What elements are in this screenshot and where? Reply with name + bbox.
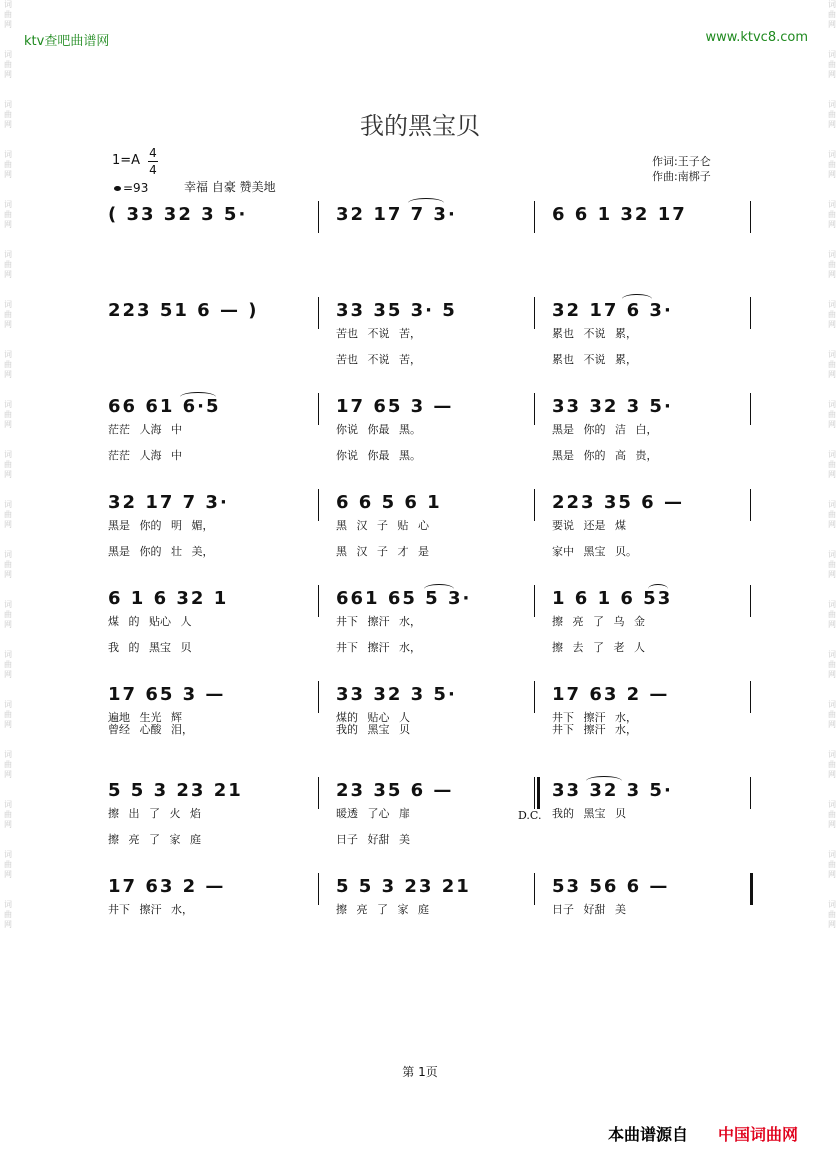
watermark-char: 词	[4, 200, 12, 209]
watermark-char: 词	[828, 100, 836, 109]
lyric-verse-2: 家中 黑宝 贝。	[552, 545, 637, 558]
watermark-char: 网	[828, 620, 836, 629]
lyric-verse-2: 曾经 心酸 泪，	[108, 723, 193, 736]
watermark-char: 曲	[828, 360, 836, 369]
watermark-gap	[0, 880, 16, 900]
bar-line	[534, 681, 535, 713]
quarter-note-icon	[114, 186, 121, 191]
watermark-char: 词	[4, 350, 12, 359]
watermark-gap	[824, 230, 840, 250]
measure-notes: 32 17 6 3·	[552, 300, 673, 321]
slur-mark	[586, 776, 622, 786]
watermark-char: 词	[4, 850, 12, 859]
watermark-char: 词	[828, 600, 836, 609]
watermark-gap	[824, 380, 840, 400]
watermark-gap	[824, 630, 840, 650]
time-signature	[148, 145, 158, 178]
watermark-char: 词	[828, 700, 836, 709]
watermark-char: 曲	[828, 560, 836, 569]
measure-notes: 32 17 7 3·	[108, 492, 229, 513]
watermark-char: 网	[828, 720, 836, 729]
watermark-gap	[824, 180, 840, 200]
watermark-char: 网	[828, 820, 836, 829]
measure-notes: 17 63 2 —	[108, 876, 226, 897]
site-name-left[interactable]: ktv查吧曲谱网	[24, 34, 110, 49]
watermark-char: 词	[828, 650, 836, 659]
watermark-gap	[824, 480, 840, 500]
watermark-char: 词	[828, 800, 836, 809]
lyric-verse-2: 累也 不说 累，	[552, 353, 637, 366]
measure-notes: 223 51 6 — )	[108, 300, 259, 321]
watermark-char: 曲	[828, 910, 836, 919]
watermark-char: 网	[4, 620, 12, 629]
da-capo-marking: D.C.	[518, 809, 542, 822]
watermark-char: 词	[828, 400, 836, 409]
lyric-verse-1: 黑 汉 子 贴 心	[336, 519, 429, 532]
lyric-verse-1: 黑是 你的 明 媚，	[108, 519, 214, 532]
watermark-char: 曲	[828, 310, 836, 319]
watermark-char: 曲	[4, 710, 12, 719]
watermark-char: 网	[4, 270, 12, 279]
watermark-char: 网	[828, 170, 836, 179]
bar-line	[750, 201, 751, 233]
lyric-verse-2: 擦 去 了 老 人	[552, 641, 645, 654]
lyric-verse-1: 苦也 不说 苦，	[336, 327, 421, 340]
watermark-gap	[0, 380, 16, 400]
watermark-char: 词	[828, 50, 836, 59]
watermark-char: 网	[828, 270, 836, 279]
source-site-link[interactable]: 中国词曲网	[718, 1125, 799, 1144]
lyric-verse-1: 煤的 贴心 人	[336, 711, 410, 724]
watermark-char: 网	[828, 470, 836, 479]
watermark-char: 网	[4, 370, 12, 379]
slur-mark	[408, 198, 444, 208]
lyric-verse-2: 擦 亮 了 家 庭	[108, 833, 201, 846]
lyric-verse-1: 井下 擦汗 水，	[336, 615, 421, 628]
watermark-char: 曲	[4, 560, 12, 569]
watermark-gap	[0, 830, 16, 850]
site-url-right[interactable]: www.ktvc8.com	[705, 30, 808, 45]
watermark-left-strip	[0, 0, 16, 1169]
watermark-char: 曲	[4, 910, 12, 919]
measure-notes: 661 65 5 3·	[336, 588, 472, 609]
measure-notes: 17 65 3 —	[336, 396, 454, 417]
measure-notes: 6 6 5 6 1	[336, 492, 442, 513]
measure-notes: 23 35 6 —	[336, 780, 454, 801]
watermark-char: 网	[4, 570, 12, 579]
lyric-verse-2: 黑是 你的 高 贵，	[552, 449, 658, 462]
bar-line	[750, 873, 753, 905]
lyric-verse-2: 茫茫 人海 中	[108, 449, 182, 462]
watermark-char: 网	[4, 670, 12, 679]
watermark-gap	[824, 580, 840, 600]
measure-notes: 223 35 6 —	[552, 492, 684, 513]
watermark-char: 网	[828, 320, 836, 329]
watermark-gap	[824, 80, 840, 100]
watermark-char: 曲	[4, 110, 12, 119]
lyric-verse-1: 擦 亮 了 乌 金	[552, 615, 645, 628]
watermark-char: 曲	[4, 610, 12, 619]
watermark-char: 曲	[828, 260, 836, 269]
lyric-verse-1: 你说 你最 黑。	[336, 423, 421, 436]
watermark-char: 网	[828, 420, 836, 429]
watermark-char: 曲	[828, 410, 836, 419]
watermark-gap	[0, 930, 16, 950]
lyric-verse-1: 累也 不说 累，	[552, 327, 637, 340]
bar-line	[318, 681, 319, 713]
watermark-gap	[824, 880, 840, 900]
measure-notes: 33 32 3 5·	[552, 396, 673, 417]
watermark-gap	[0, 330, 16, 350]
watermark-char: 曲	[4, 360, 12, 369]
watermark-char: 词	[4, 100, 12, 109]
watermark-gap	[824, 730, 840, 750]
measure-notes: 5 5 3 23 21	[108, 780, 243, 801]
measure-notes: 1 6 1 6 53	[552, 588, 673, 609]
watermark-char: 曲	[828, 610, 836, 619]
bar-line	[318, 585, 319, 617]
lyric-verse-1: 井下 擦汗 水，	[108, 903, 193, 916]
watermark-char: 网	[4, 920, 12, 929]
lyric-verse-2: 井下 擦汗 水，	[552, 723, 637, 736]
watermark-char: 词	[4, 750, 12, 759]
watermark-char: 曲	[4, 210, 12, 219]
watermark-char: 词	[828, 750, 836, 759]
bar-line	[534, 201, 535, 233]
watermark-char: 网	[828, 20, 836, 29]
measure-notes: 5 5 3 23 21	[336, 876, 471, 897]
watermark-char: 网	[828, 520, 836, 529]
watermark-char: 词	[4, 450, 12, 459]
watermark-char: 曲	[4, 860, 12, 869]
watermark-char: 曲	[828, 660, 836, 669]
lyric-verse-1: 茫茫 人海 中	[108, 423, 182, 436]
slur-mark	[424, 584, 454, 594]
measure-notes: 17 65 3 —	[108, 684, 226, 705]
watermark-char: 词	[4, 550, 12, 559]
bar-line	[318, 873, 319, 905]
watermark-gap	[0, 480, 16, 500]
lyric-verse-2: 我 的 黑宝 贝	[108, 641, 192, 654]
lyric-verse-2: 黑 汉 子 才 是	[336, 545, 429, 558]
credits	[652, 154, 711, 184]
lyric-verse-2: 井下 擦汗 水，	[336, 641, 421, 654]
watermark-char: 曲	[828, 510, 836, 519]
watermark-char: 词	[4, 700, 12, 709]
bar-line	[534, 393, 535, 425]
time-signature-bottom: 4	[149, 163, 157, 177]
watermark-gap	[824, 430, 840, 450]
watermark-char: 网	[4, 520, 12, 529]
bar-line	[534, 777, 535, 809]
lyric-verse-1: 我的 黑宝 贝	[552, 807, 626, 820]
watermark-char: 词	[4, 800, 12, 809]
watermark-char: 词	[828, 150, 836, 159]
watermark-char: 网	[828, 70, 836, 79]
watermark-gap	[0, 80, 16, 100]
watermark-char: 网	[4, 820, 12, 829]
watermark-char: 词	[4, 250, 12, 259]
measure-notes: 66 61 6·5	[108, 396, 221, 417]
lyric-verse-1: 井下 擦汗 水，	[552, 711, 637, 724]
key-signature: 1=A	[112, 153, 141, 168]
watermark-char: 曲	[828, 210, 836, 219]
lyric-verse-2: 我的 黑宝 贝	[336, 723, 410, 736]
measure-notes: 6 6 1 32 17	[552, 204, 687, 225]
watermark-char: 词	[828, 0, 836, 9]
watermark-char: 曲	[828, 710, 836, 719]
lyric-verse-2: 黑是 你的 壮 美，	[108, 545, 214, 558]
watermark-char: 曲	[4, 260, 12, 269]
watermark-char: 曲	[4, 310, 12, 319]
watermark-char: 词	[4, 150, 12, 159]
watermark-char: 曲	[4, 10, 12, 19]
watermark-char: 词	[828, 200, 836, 209]
watermark-char: 曲	[828, 760, 836, 769]
watermark-char: 曲	[4, 510, 12, 519]
watermark-gap	[0, 580, 16, 600]
watermark-gap	[0, 180, 16, 200]
watermark-char: 曲	[828, 460, 836, 469]
watermark-char: 词	[828, 850, 836, 859]
bar-line	[534, 585, 535, 617]
watermark-char: 词	[828, 450, 836, 459]
watermark-char: 曲	[4, 460, 12, 469]
tempo-marking	[114, 181, 148, 195]
measure-notes: 6 1 6 32 1	[108, 588, 229, 609]
lyric-verse-2: 苦也 不说 苦，	[336, 353, 421, 366]
lyric-verse-1: 黑是 你的 洁 白，	[552, 423, 658, 436]
lyric-verse-1: 要说 还是 煤	[552, 519, 626, 532]
watermark-char: 词	[4, 600, 12, 609]
watermark-gap	[0, 530, 16, 550]
watermark-gap	[0, 430, 16, 450]
watermark-char: 词	[828, 350, 836, 359]
watermark-char: 词	[4, 500, 12, 509]
measure-notes: 53 56 6 —	[552, 876, 670, 897]
watermark-char: 网	[828, 120, 836, 129]
bar-line	[750, 297, 751, 329]
lyric-verse-1: 遍地 生光 辉	[108, 711, 182, 724]
watermark-char: 网	[828, 770, 836, 779]
bar-line	[318, 777, 319, 809]
watermark-gap	[0, 630, 16, 650]
watermark-char: 网	[828, 370, 836, 379]
watermark-gap	[824, 530, 840, 550]
watermark-char: 曲	[828, 10, 836, 19]
watermark-char: 词	[4, 650, 12, 659]
watermark-char: 词	[4, 900, 12, 909]
bar-line	[318, 489, 319, 521]
lyric-verse-1: 擦 亮 了 家 庭	[336, 903, 429, 916]
watermark-char: 曲	[4, 160, 12, 169]
watermark-gap	[0, 780, 16, 800]
watermark-char: 曲	[4, 660, 12, 669]
time-signature-line	[148, 161, 158, 162]
page-number: 第 1页	[402, 1065, 438, 1079]
watermark-char: 词	[828, 500, 836, 509]
watermark-right-strip	[824, 0, 840, 1169]
watermark-char: 词	[4, 0, 12, 9]
watermark-char: 词	[4, 300, 12, 309]
watermark-char: 词	[4, 400, 12, 409]
watermark-char: 曲	[4, 760, 12, 769]
tempo-value: =93	[123, 181, 149, 195]
watermark-char: 网	[4, 870, 12, 879]
bar-line	[750, 489, 751, 521]
time-signature-top: 4	[149, 146, 157, 160]
lyric-verse-2: 日子 好甜 美	[336, 833, 410, 846]
bar-line	[318, 297, 319, 329]
watermark-char: 网	[4, 220, 12, 229]
measure-notes: 33 32 3 5·	[336, 684, 457, 705]
bar-line	[534, 489, 535, 521]
watermark-char: 曲	[4, 810, 12, 819]
watermark-gap	[824, 680, 840, 700]
watermark-char: 网	[4, 420, 12, 429]
watermark-gap	[824, 780, 840, 800]
watermark-gap	[824, 330, 840, 350]
watermark-gap	[824, 930, 840, 950]
slur-mark	[180, 392, 216, 402]
watermark-char: 网	[828, 220, 836, 229]
measure-notes: ( 33 32 3 5·	[108, 204, 248, 225]
watermark-char: 词	[828, 550, 836, 559]
bar-line	[318, 201, 319, 233]
watermark-char: 网	[4, 770, 12, 779]
watermark-char: 曲	[828, 810, 836, 819]
bar-line	[534, 873, 535, 905]
slur-mark	[648, 584, 668, 594]
watermark-gap	[0, 230, 16, 250]
watermark-gap	[0, 680, 16, 700]
source-label: 本曲谱源自	[608, 1125, 689, 1144]
watermark-char: 曲	[828, 860, 836, 869]
bar-line	[750, 681, 751, 713]
watermark-char: 网	[4, 120, 12, 129]
watermark-char: 曲	[4, 60, 12, 69]
composer: 作曲:南梆子	[652, 170, 711, 183]
bar-line	[750, 777, 751, 809]
lyricist: 作词:王子仑	[652, 155, 711, 168]
watermark-char: 网	[4, 20, 12, 29]
watermark-gap	[824, 830, 840, 850]
watermark-gap	[824, 280, 840, 300]
watermark-gap	[0, 30, 16, 50]
watermark-char: 词	[4, 50, 12, 59]
watermark-char: 网	[4, 320, 12, 329]
watermark-char: 词	[828, 300, 836, 309]
watermark-char: 词	[828, 900, 836, 909]
lyric-verse-1: 暖透 了心 扉	[336, 807, 410, 820]
repeat-bar-line	[537, 777, 540, 809]
bar-line	[750, 585, 751, 617]
watermark-gap	[0, 730, 16, 750]
watermark-gap	[0, 280, 16, 300]
measure-notes: 32 17 7 3·	[336, 204, 457, 225]
lyric-verse-1: 擦 出 了 火 焰	[108, 807, 201, 820]
measure-notes: 33 35 3· 5	[336, 300, 457, 321]
lyric-verse-1: 煤 的 贴心 人	[108, 615, 192, 628]
expression-marking: 幸福 自豪 赞美地	[184, 180, 276, 194]
lyric-verse-2: 你说 你最 黑。	[336, 449, 421, 462]
watermark-gap	[824, 30, 840, 50]
lyric-verse-1: 日子 好甜 美	[552, 903, 626, 916]
measure-notes: 33 32 3 5·	[552, 780, 673, 801]
watermark-char: 网	[4, 170, 12, 179]
bar-line	[534, 297, 535, 329]
watermark-char: 网	[828, 870, 836, 879]
measure-notes: 17 63 2 —	[552, 684, 670, 705]
watermark-char: 曲	[828, 110, 836, 119]
bar-line	[318, 393, 319, 425]
watermark-char: 网	[4, 70, 12, 79]
watermark-char: 曲	[828, 160, 836, 169]
watermark-char: 网	[4, 470, 12, 479]
watermark-char: 曲	[828, 60, 836, 69]
watermark-char: 曲	[4, 410, 12, 419]
song-title: 我的黑宝贝	[360, 112, 480, 140]
slur-mark	[622, 294, 652, 304]
watermark-char: 词	[828, 250, 836, 259]
watermark-char: 网	[4, 720, 12, 729]
watermark-char: 网	[828, 920, 836, 929]
watermark-char: 网	[828, 570, 836, 579]
bar-line	[750, 393, 751, 425]
watermark-char: 网	[828, 670, 836, 679]
